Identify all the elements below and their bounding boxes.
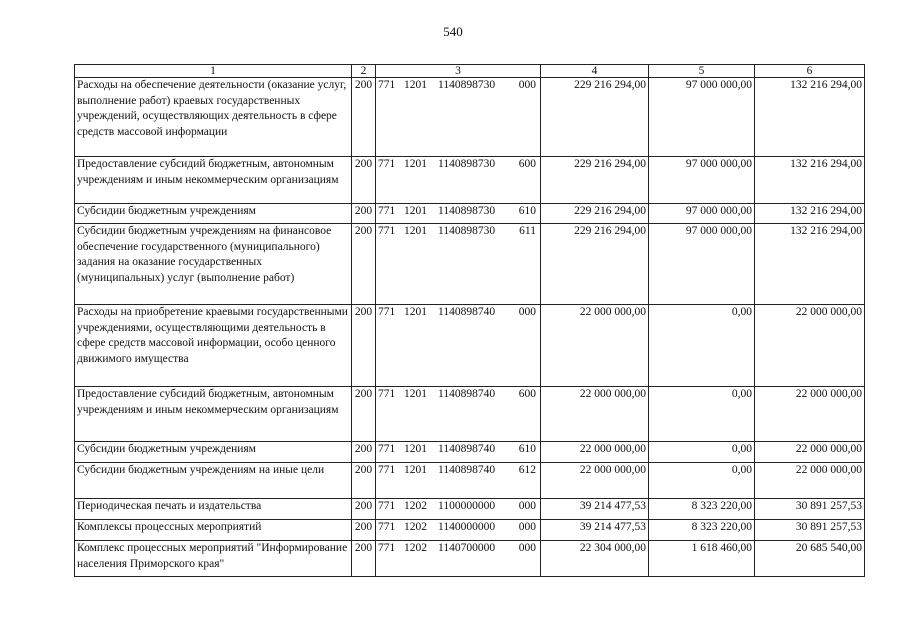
row-code-2: 200 bbox=[352, 520, 376, 541]
row-code-2: 200 bbox=[352, 463, 376, 499]
code-part: 600 bbox=[518, 158, 536, 170]
row-code-2: 200 bbox=[352, 387, 376, 442]
row-value-5: 0,00 bbox=[649, 305, 755, 387]
row-value-4: 22 000 000,00 bbox=[541, 305, 649, 387]
row-value-4: 229 216 294,00 bbox=[541, 204, 649, 224]
code-part: 000 bbox=[518, 306, 536, 318]
row-name: Комплекс процессных мероприятий "Информирование населения Приморского края" bbox=[75, 541, 352, 577]
code-part: 1201 bbox=[404, 205, 427, 217]
row-code-3 bbox=[376, 463, 541, 499]
table-row bbox=[75, 78, 865, 157]
code-part: 1202 bbox=[404, 521, 427, 533]
col-header-1: 1 bbox=[75, 65, 352, 78]
row-value-5: 0,00 bbox=[649, 442, 755, 463]
code-part: 1201 bbox=[404, 225, 427, 237]
code-part: 1140898740 bbox=[438, 306, 496, 318]
code-part: 1140898730 bbox=[438, 158, 496, 170]
code-part: 1201 bbox=[404, 306, 427, 318]
code-part: 1202 bbox=[404, 500, 427, 512]
row-value-6: 22 000 000,00 bbox=[755, 442, 865, 463]
code-part: 1140898740 bbox=[438, 443, 496, 455]
col-header-3: 3 bbox=[376, 65, 541, 78]
row-name: Предоставление субсидий бюджетным, автономным учреждениям и иным некоммерческим организациям bbox=[75, 157, 352, 204]
col-header-5: 5 bbox=[649, 65, 755, 78]
row-code-2: 200 bbox=[352, 499, 376, 520]
row-value-5: 97 000 000,00 bbox=[649, 224, 755, 305]
code-part: 600 bbox=[518, 388, 536, 400]
table-row bbox=[75, 157, 865, 204]
row-name: Расходы на обеспечение деятельности (оказание услуг, выполнение работ) краевых государственных учреждений, осуществляющих деятельность в сфере средств массовой информации bbox=[75, 78, 352, 157]
row-code-2: 200 bbox=[352, 224, 376, 305]
row-name: Субсидии бюджетным учреждениям на иные цели bbox=[75, 463, 352, 499]
row-value-4: 229 216 294,00 bbox=[541, 78, 649, 157]
row-name: Предоставление субсидий бюджетным, автономным учреждениям и иным некоммерческим организациям bbox=[75, 387, 352, 442]
row-value-6: 22 000 000,00 bbox=[755, 305, 865, 387]
row-code-2: 200 bbox=[352, 157, 376, 204]
code-part: 771 bbox=[378, 464, 396, 476]
row-code-3 bbox=[376, 387, 541, 442]
code-part: 771 bbox=[378, 443, 396, 455]
table-row bbox=[75, 463, 865, 499]
row-value-5: 97 000 000,00 bbox=[649, 157, 755, 204]
row-value-4: 22 000 000,00 bbox=[541, 387, 649, 442]
page-number: 540 bbox=[443, 24, 463, 39]
row-value-6: 132 216 294,00 bbox=[755, 157, 865, 204]
row-name: Расходы на приобретение краевыми государственными учреждениями, осуществляющими деятельность в сфере средств массовой информации, особо ценного движимого имущества bbox=[75, 305, 352, 387]
code-part: 771 bbox=[378, 79, 396, 91]
row-value-6: 132 216 294,00 bbox=[755, 78, 865, 157]
row-code-2: 200 bbox=[352, 78, 376, 157]
code-part: 1201 bbox=[404, 158, 427, 170]
row-code-3 bbox=[376, 204, 541, 224]
col-header-2: 2 bbox=[352, 65, 376, 78]
code-part: 1201 bbox=[404, 388, 427, 400]
budget-table bbox=[74, 64, 865, 577]
code-part: 1202 bbox=[404, 542, 427, 554]
row-code-3 bbox=[376, 520, 541, 541]
row-value-4: 39 214 477,53 bbox=[541, 499, 649, 520]
code-part: 1100000000 bbox=[438, 500, 496, 512]
row-value-6: 132 216 294,00 bbox=[755, 224, 865, 305]
code-part: 771 bbox=[378, 205, 396, 217]
row-name: Периодическая печать и издательства bbox=[75, 499, 352, 520]
code-part: 771 bbox=[378, 500, 396, 512]
code-part: 1140898730 bbox=[438, 79, 496, 91]
row-name: Субсидии бюджетным учреждениям на финансовое обеспечение государственного (муниципального) задания на оказание государственных (муниципальных) услуг (выполнение работ) bbox=[75, 224, 352, 305]
code-part: 000 bbox=[518, 500, 536, 512]
table-row bbox=[75, 442, 865, 463]
code-part: 1140000000 bbox=[438, 521, 496, 533]
code-part: 771 bbox=[378, 521, 396, 533]
row-name: Комплексы процессных мероприятий bbox=[75, 520, 352, 541]
row-value-6: 20 685 540,00 bbox=[755, 541, 865, 577]
row-value-5: 8 323 220,00 bbox=[649, 499, 755, 520]
table-row bbox=[75, 499, 865, 520]
row-code-2: 200 bbox=[352, 442, 376, 463]
row-value-6: 30 891 257,53 bbox=[755, 499, 865, 520]
row-value-6: 22 000 000,00 bbox=[755, 463, 865, 499]
col-header-4: 4 bbox=[541, 65, 649, 78]
table-row bbox=[75, 204, 865, 224]
code-part: 1140898740 bbox=[438, 464, 496, 476]
row-value-5: 0,00 bbox=[649, 463, 755, 499]
code-part: 000 bbox=[518, 521, 536, 533]
row-value-4: 22 000 000,00 bbox=[541, 463, 649, 499]
table-row bbox=[75, 387, 865, 442]
code-part: 771 bbox=[378, 542, 396, 554]
col-header-6: 6 bbox=[755, 65, 865, 78]
table-row bbox=[75, 541, 865, 577]
row-value-4: 229 216 294,00 bbox=[541, 224, 649, 305]
code-part: 000 bbox=[518, 542, 536, 554]
code-part: 1201 bbox=[404, 79, 427, 91]
code-part: 610 bbox=[518, 205, 536, 217]
code-part: 611 bbox=[519, 225, 536, 237]
row-code-3 bbox=[376, 224, 541, 305]
table-row bbox=[75, 520, 865, 541]
row-name: Субсидии бюджетным учреждениям bbox=[75, 204, 352, 224]
row-code-3 bbox=[376, 442, 541, 463]
code-part: 1201 bbox=[404, 464, 427, 476]
row-code-3 bbox=[376, 305, 541, 387]
row-value-6: 132 216 294,00 bbox=[755, 204, 865, 224]
code-part: 1140898740 bbox=[438, 388, 496, 400]
row-code-3 bbox=[376, 78, 541, 157]
row-value-6: 22 000 000,00 bbox=[755, 387, 865, 442]
row-code-2: 200 bbox=[352, 204, 376, 224]
row-value-5: 0,00 bbox=[649, 387, 755, 442]
table-row bbox=[75, 224, 865, 305]
row-code-3 bbox=[376, 157, 541, 204]
code-part: 771 bbox=[378, 158, 396, 170]
row-name: Субсидии бюджетным учреждениям bbox=[75, 442, 352, 463]
row-code-2: 200 bbox=[352, 541, 376, 577]
row-value-4: 39 214 477,53 bbox=[541, 520, 649, 541]
table-row bbox=[75, 305, 865, 387]
row-value-4: 22 304 000,00 bbox=[541, 541, 649, 577]
code-part: 771 bbox=[378, 388, 396, 400]
code-part: 771 bbox=[378, 225, 396, 237]
row-value-4: 229 216 294,00 bbox=[541, 157, 649, 204]
row-value-5: 97 000 000,00 bbox=[649, 204, 755, 224]
row-value-5: 1 618 460,00 bbox=[649, 541, 755, 577]
header-row bbox=[75, 65, 865, 78]
row-value-6: 30 891 257,53 bbox=[755, 520, 865, 541]
code-part: 1140898730 bbox=[438, 205, 496, 217]
code-part: 771 bbox=[378, 306, 396, 318]
row-value-5: 8 323 220,00 bbox=[649, 520, 755, 541]
row-value-5: 97 000 000,00 bbox=[649, 78, 755, 157]
row-code-2: 200 bbox=[352, 305, 376, 387]
row-code-3 bbox=[376, 499, 541, 520]
row-value-4: 22 000 000,00 bbox=[541, 442, 649, 463]
row-code-3 bbox=[376, 541, 541, 577]
code-part: 1140700000 bbox=[438, 542, 496, 554]
code-part: 612 bbox=[518, 464, 536, 476]
code-part: 1201 bbox=[404, 443, 427, 455]
code-part: 1140898730 bbox=[438, 225, 496, 237]
code-part: 000 bbox=[518, 79, 536, 91]
code-part: 610 bbox=[518, 443, 536, 455]
